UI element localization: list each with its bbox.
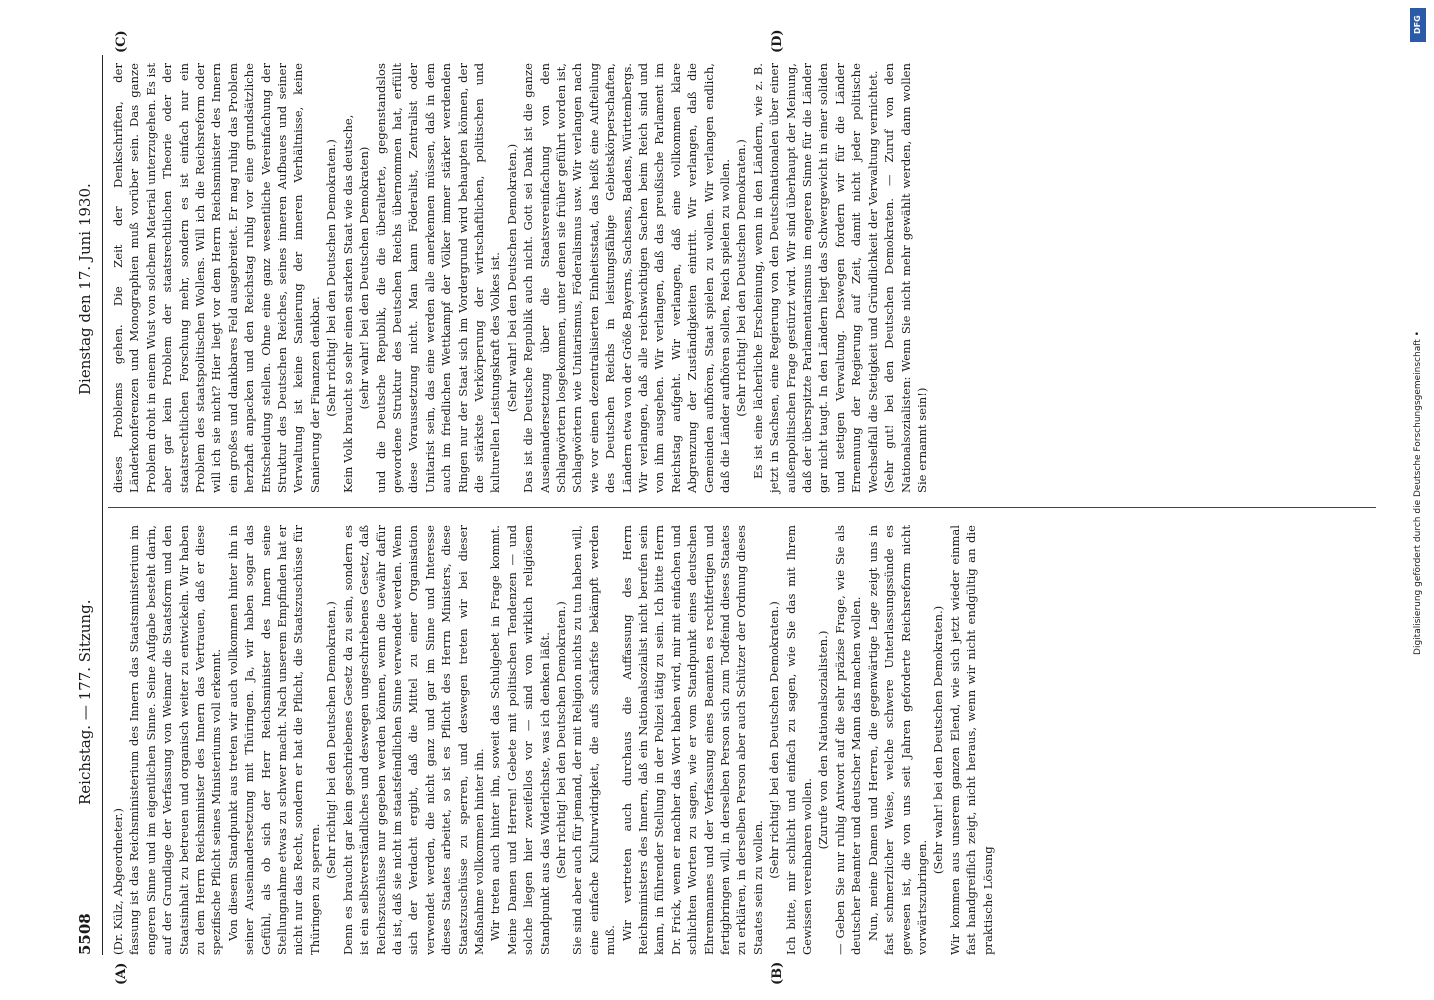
paragraph: Kein Volk braucht so sehr einen starken Staat wie das deutsche, bbox=[340, 114, 355, 493]
paragraph: (Sehr richtig! bei den Deutschen Demokraten.) bbox=[324, 601, 339, 879]
paragraph: Ich bitte, mir schlicht und einfach zu sagen, wie Sie das mit Ihrem Gewissen vereinbaren wollen. bbox=[783, 525, 815, 955]
paragraph: (Sehr wahr! bei den Deutschen Demokraten.) bbox=[504, 143, 519, 413]
paragraph: dieses Problems gehen. Die Zeit der Denkschriften, der Länderkonferenzen und Monographien muß vorüber sein. Das ganze Problem droht in einem Wust von solchem Material unterzugehen. Es ist aber gar kein Problem der staatsrechtlichen Theorie oder der staatsrechtlichen Forschung mehr, sondern es ist einfach nur ein Problem des staatspolitischen Wollens. Will ich die Reichsreform oder will ich sie nicht? Hier liegt vor dem Herrn Reichsminister des Innern ein großes und dankbares Feld ausgebreitet. Er mag ruhig das Problem herzhaft anpacken und den Reichstag ruhig vor eine grundsätzliche Entscheidung stellen. Ohne eine ganz wesentliche Vereinfachung der Struktur des Deutschen Reiches, seines inneren Aufbaues und seiner Verwaltung ist keine Sanierung der inneren Verhältnisse, keine Sanierung der Finanzen denkbar. bbox=[111, 63, 322, 493]
paragraph: (Zurufe von den Nationalsozialisten.) bbox=[816, 630, 831, 850]
paragraph: (Sehr wahr! bei den Deutschen Demokraten.) bbox=[931, 605, 946, 875]
paragraph: (Sehr richtig! bei den Deutschen Demokraten.) bbox=[553, 601, 568, 879]
header-session: Reichstag. — 177. Sitzung. bbox=[76, 599, 94, 805]
paragraph: Nun, meine Damen und Herren, die gegenwärtige Lage zeigt uns in fast schmerzlicher Weise, welche schwere Unterlassungssünde es gewesen ist, die von uns seit Jahren geforderte Reichsreform nicht vorwärtszubringen. bbox=[865, 525, 929, 955]
margin-marker-d: (D) bbox=[770, 29, 785, 53]
paragraph: Sie sind aber auch für jemand, der mit Religion nichts zu tun haben will, eine einfache Kulturwidrigkeit, die aufs schärfste bekämpft werden muß. bbox=[570, 525, 618, 955]
margin-marker-a: (A) bbox=[114, 962, 129, 985]
header-rule bbox=[102, 55, 103, 955]
page-number: 5508 bbox=[76, 913, 94, 955]
column-divider bbox=[108, 507, 1376, 508]
paragraph: Wir kommen aus unserem ganzen Elend, wie sich jetzt wieder einmal fast handgreiflich zeigt, nicht heraus, wenn wir nicht endgültig an die praktische Lösung bbox=[947, 525, 995, 955]
digitization-text: Digitalisierung gefördert durch die Deutsche Forschungsgemeinschaft • bbox=[1413, 331, 1423, 655]
paragraph: Von diesem Standpunkt aus treten wir auch vollkommen hinter ihn in seiner Auseinandersetzung mit Thüringen. Ja, wir haben sogar das Gefühl, als ob sich der Herr Reichsminister des Innern seine Stellungnahme etwas zu schwer macht. Nach unserem Empfinden hat er nicht nur das Recht, sondern er hat die Pflicht, die Staatszuschüsse für Thüringen zu sperren. bbox=[225, 525, 322, 955]
paragraph: (Sehr richtig! bei den Deutschen Demokraten.) bbox=[324, 139, 339, 417]
paragraph: Denn es braucht gar kein geschriebenes Gesetz da zu sein, sondern es ist ein selbstverständliches und deswegen ungeschriebenes Gesetz, daß Reichszuschüsse nur gegeben werden können, wenn die Gewähr dafür da ist, daß sie nicht im staatsfeindlichen Sinne verwendet werden. Wenn sich der Verdacht ergibt, daß die Mittel zu einer Organisation verwendet werden, die nicht ganz und gar im Sinne und Interesse dieses Staates arbeitet, so ist es Pflicht des Herrn Ministers, diese Staatszuschüsse zu sperren, und deswegen treten wir bei dieser Maßnahme vollkommen hinter ihn. bbox=[340, 525, 486, 955]
paragraph: (sehr wahr! bei den Deutschen Demokraten) bbox=[357, 146, 372, 410]
paragraph: Wir vertreten auch durchaus die Auffassung des Herrn Reichsministers des Innern, daß ein Nationalsozialist nicht berufen sein kann, in führender Stellung in der Polizei tätig zu sein. Ich bitte Herrn Dr. Frick, wenn er nachher das Wort haben wird, mir mit einfachen und schlichten Worten zu sagen, wie er vom Standpunkt eines deutschen Ehrenmannes und der Verfassung eines Beamten es rechtfertigen und fertigbringen will, in derselben Person sich zum Todfeind dieses Staates zu erklären, in derselben Person aber auch Schützer der Ordnung dieses Staates sein zu wollen. bbox=[619, 525, 765, 955]
paragraph: und die Deutsche Republik, die die überalterte, gegenstandslos gewordene Struktur des Deutschen Reichs übernommen hat, erfüllt diese Voraussetzung nicht. Man kann Föderalist, Zentralist oder Unitarist sein, das eine werden alle anerkennen müssen, daß in dem auch im friedlichen Wettkampf der Völker immer stärker werdenden Ringen nur der Staat sich im Vordergrund wird behaupten können, der die stärkste Verkörperung der wirtschaftlichen, politischen und kulturellen Leistungskraft des Volkes ist. bbox=[373, 63, 503, 493]
page-header bbox=[70, 55, 100, 955]
paragraph: (Sehr gut! bei den Deutschen Demokraten. — Zuruf von den Nationalsozialisten: Wenn Sie nicht mehr gewählt werden, dann wollen Sie ernannt sein!) bbox=[882, 63, 929, 493]
digitization-note bbox=[1408, 8, 1428, 988]
margin-marker-b: (B) bbox=[770, 961, 785, 985]
paragraph: Das ist die Deutsche Republik auch nicht. Gott sei Dank ist die ganze Auseinandersetzung über die Staatsvereinfachung von den Schlagwörtern losgekommen, unter denen sie früher geführt worden ist, Schlagwörtern wie Unitarismus, Föderalismus usw. Wir verlangen nach wie vor einen dezentralisierten Einheitsstaat, das heißt eine Aufteilung des Deutschen Reichs in leistungsfähige Gebietskörperschaften, Ländern etwa von der Größe Bayerns, Sachsens, Badens, Württembergs. Wir verlangen, daß alle reichswichtigen Sachen beim Reich sind und von ihm ausgehen. Wir verlangen, daß das preußische Parlament im Reichstag aufgeht. Wir verlangen, daß eine vollkommen klare Abgrenzung der Zuständigkeiten eintritt. Wir verlangen, daß die Gemeinden aufhören, Staat spielen zu wollen. Wir verlangen endlich, daß die Länder aufhören sollen, Reich spielen zu wollen. bbox=[521, 63, 733, 493]
paragraph: (Sehr richtig! bei den Deutschen Demokraten.) bbox=[767, 601, 782, 879]
paragraph: (Dr. Külz, Abgeordneter.) bbox=[111, 808, 125, 955]
text-column-left bbox=[110, 525, 996, 955]
document-page bbox=[70, 29, 1380, 985]
paragraph: Wir treten auch hinter ihn, soweit das Schulgebet in Frage kommt. Meine Damen und Herren! Gebete mit politischen Tendenzen — und solche liegen hier zweifellos vor — sind von wirklich religiösem Standpunkt aus das Widerlichste, was ich denken läßt. bbox=[488, 525, 552, 955]
margin-marker-c: (C) bbox=[114, 30, 129, 53]
paragraph: Es ist eine lächerliche Erscheinung, wenn in den Ländern, wie z. B. jetzt in Sachsen, eine Regierung von den Deutschnationalen über einer außenpolitischen Frage gestürzt wird. Wir sind überhaupt der Meinung, daß der überspitzte Parlamentarismus im engeren Sinne für die Länder gar nicht taugt. In den Ländern liegt das Schwergewicht in einer soliden und stetigen Verwaltung. Deswegen fordern wir für die Länder Ernennung der Regierung auf Zeit, damit nicht jeder politische Wechselfall die Stetigkeit und Gründlichkeit der Verwaltung vernichtet. bbox=[750, 63, 880, 493]
text-column-right bbox=[110, 63, 930, 493]
dfg-logo: DFG bbox=[1410, 8, 1426, 42]
paragraph: fassung ist das Reichsministerium des Innern das Staatsministerium im engeren Sinne und im eigentlichen Sinne. Seine Aufgabe besteht darin, auf der Grundlage der Verfassung von Weimar die Staatsform und den Staatsinhalt zu betreuen und organisch weiter zu entwickeln. Wir haben zu dem Herrn Reichsminister des Innern das Vertrauen, daß er diese spezifische Pflicht seines Ministeriums voll erkennt. bbox=[127, 525, 224, 955]
paragraph: (Sehr richtig! bei den Deutschen Demokraten.) bbox=[734, 139, 749, 417]
header-date: Dienstag den 17. Juni 1930. bbox=[76, 183, 94, 395]
paragraph: — Geben Sie nur ruhig Antwort auf die sehr präzise Frage, wie Sie als deutscher Beamter und deutscher Mann das machen wollen. bbox=[832, 525, 864, 955]
